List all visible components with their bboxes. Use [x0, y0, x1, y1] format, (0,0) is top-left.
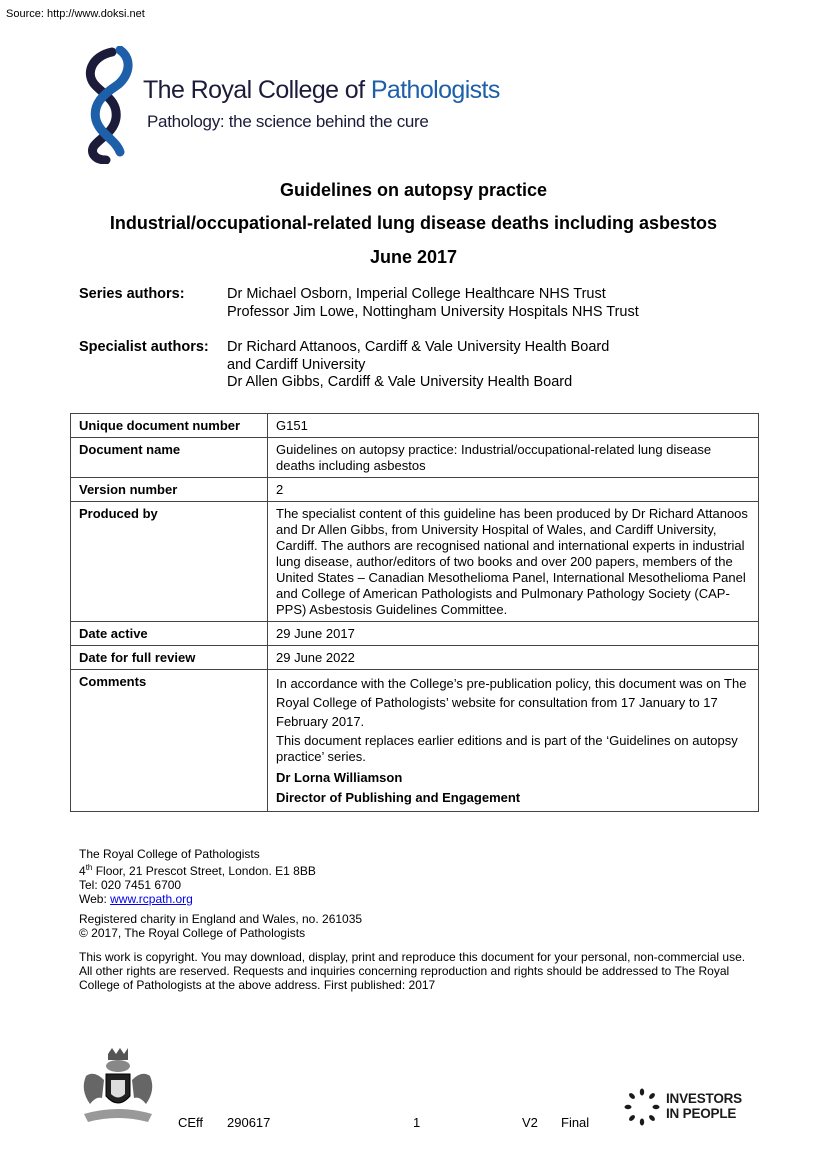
- document-date: June 2017: [369, 247, 458, 267]
- table-row: Date for full review 29 June 2022: [71, 646, 759, 670]
- series-authors-label: Series authors:: [79, 286, 185, 302]
- charity-info: Registered charity in England and Wales, no. 261035 © 2017, The Royal College of Pathologists: [79, 912, 363, 940]
- page-number: 1: [413, 1115, 421, 1130]
- document-info-table: [70, 413, 759, 812]
- table-row: Version number 2: [71, 478, 759, 502]
- logo-title: The Royal College of Pathologists: [143, 76, 500, 104]
- table-row: Unique document number G151: [71, 414, 759, 438]
- investors-in-people-icon: [622, 1088, 662, 1128]
- comments-cell: In accordance with the College’s pre-publication policy, this document was on The Royal College of Pathologists’ website for consultation from 17 January to 17 February 2017. This document replaces earlier editions and is part of the ‘Guidelines on autopsy practice’ series. Dr Lorna Williamson Director of Publishing and Engagement: [268, 670, 759, 812]
- table-row: Date active 29 June 2017: [71, 622, 759, 646]
- footer-code: CEff: [178, 1115, 204, 1130]
- table-row: Produced by The specialist content of this guideline has been produced by Dr Richard Attanoos and Dr Allen Gibbs, from University Hospital of Wales, and Cardiff University, Cardiff. The authors are recognised national and international experts in industrial lung disease, author/editors of two books and over 200 papers, members of the United States – Canadian Mesothelioma Panel, International Mesothelioma Panel and College of American Pathologists and Pulmonary Pathology Society (CAP-PPS) Asbestosis Guidelines Committee.: [71, 502, 759, 622]
- source-url: Source: http://www.doksi.net: [6, 8, 145, 20]
- investors-in-people-text: INVESTORS IN PEOPLE: [666, 1091, 742, 1121]
- footer-status: Final: [561, 1115, 590, 1130]
- specialist-authors-list: Dr Richard Attanoos, Cardiff & Vale University Health Board and Cardiff University Dr Allen Gibbs, Cardiff & Vale University Health Board: [227, 339, 610, 390]
- copyright-notice: This work is copyright. You may download, display, print and reproduce this document for your personal, non-commercial use. All other rights are reserved. Requests and inquiries concerning reproduction and rights should be addressed to The Royal College of Pathologists at the above address. First published: 2017: [79, 950, 746, 992]
- document-heading: Guidelines on autopsy practice: [279, 180, 548, 200]
- website-link[interactable]: www.rcpath.org: [110, 892, 193, 906]
- footer-version: V2: [522, 1115, 538, 1130]
- table-row: Document name Guidelines on autopsy practice: Industrial/occupational-related lung disease deaths including asbestos: [71, 438, 759, 478]
- rcpath-logo-icon: [76, 46, 138, 164]
- college-crest-icon: [78, 1046, 158, 1126]
- specialist-authors-label: Specialist authors:: [79, 339, 209, 355]
- logo-tagline: Pathology: the science behind the cure: [147, 112, 429, 131]
- document-subtitle: Industrial/occupational-related lung disease deaths including asbestos: [109, 213, 718, 233]
- series-authors-list: Dr Michael Osborn, Imperial College Healthcare NHS Trust Professor Jim Lowe, Nottingham University Hospitals NHS Trust: [227, 286, 639, 320]
- footer-date-code: 290617: [227, 1115, 271, 1130]
- table-row: Comments In accordance with the College’s pre-publication policy, this document was on The Royal College of Pathologists’ website for consultation from 17 January to 17 February 2017. This document replaces earlier editions and is part of the ‘Guidelines on autopsy practice’ series. Dr Lorna Williamson Director of Publishing and Engagement: [71, 670, 759, 812]
- college-address: The Royal College of Pathologists 4th Floor, 21 Prescot Street, London. E1 8BB Tel: 020 7451 6700 Web: www.rcpath.org: [79, 847, 316, 906]
